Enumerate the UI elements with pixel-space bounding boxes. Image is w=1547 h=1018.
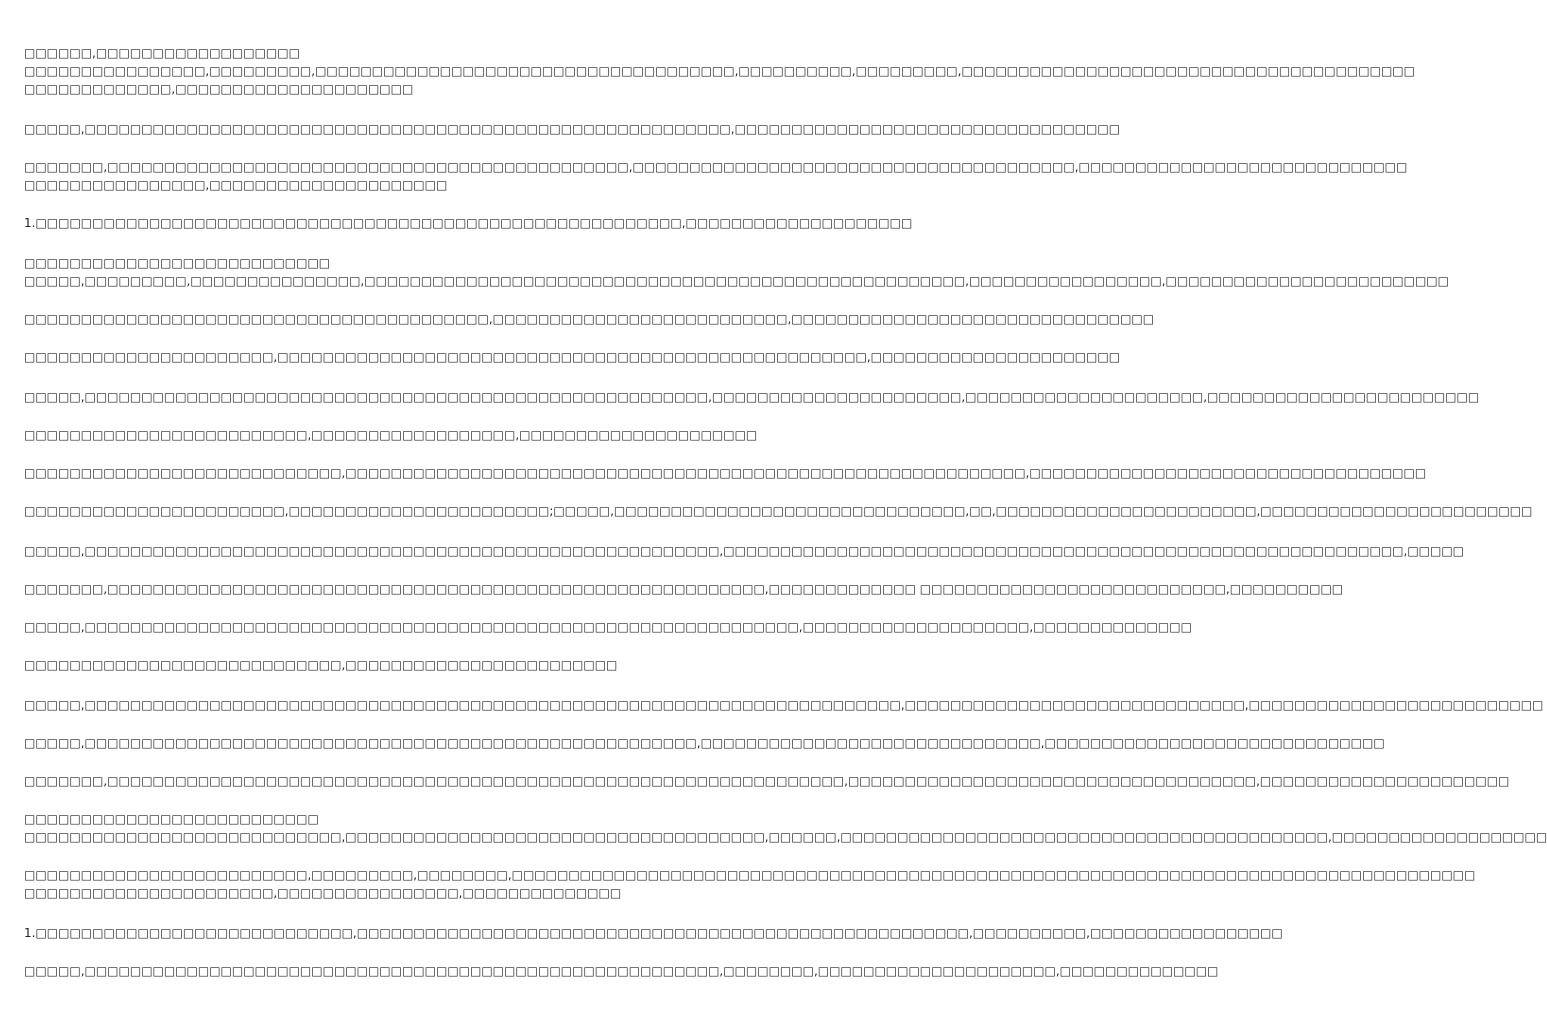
paragraph-12: [24, 542, 1465, 560]
text-line: □□□□□□□,□□□□□□□□□□□□□□□□□□□□□□□□□□□□□□□□□□□□□□□□□□□□□□□□□□□□□□□□□□,□□□□□□□□□□□□□ □□□□□□□□□□□□□□□□□□□□□□□□□□□,□□□□□□□□□□: [24, 582, 1344, 596]
paragraph-2: [24, 120, 1121, 138]
text-line: □□□□□□□□□□□□□□□□□□□□□□,□□□□□□□□□□□□□□□□,□□□□□□□□□□□□□□: [24, 886, 622, 900]
text-line: 1.□□□□□□□□□□□□□□□□□□□□□□□□□□□□,□□□□□□□□□□□□□□□□□□□□□□□□□□□□□□□□□□□□□□□□□□□□□□□□□□□□□□,□□□□□□□□□□,□□□□□□□□□□□□□□□□□: [24, 926, 1283, 940]
paragraph-11: [24, 502, 1533, 520]
paragraph-6: [24, 310, 1155, 328]
text-line: □□□□□,□□□□□□□□□□□□□□□□□□□□□□□□□□□□□□□□□□□□□□□□□□□□□□□□□□□□□□□□□,□□□□□□□□□□□□□□□□□□□□□□□□□□□□□□□□□□: [24, 122, 1121, 136]
text-line: □□□□□□□□□□□□□□□□□□□□□□□□□□□: [24, 256, 331, 270]
text-line: □□□□□□□,□□□□□□□□□□□□□□□□□□□□□□□□□□□□□□□□□□□□□□□□□□□□□□□□□□□□□□□□□□□□□□□□□,□□□□□□□□□□□□□□□□□□□□□□□□□□□□□□□□□□□□,□□□□□□□□□□□□□□□□□□□□□□: [24, 774, 1510, 788]
text-line: □□□□□□□□□□□□□□□□□□□□□□□□□,□□□□□□□□□,□□□□□□□□,□□□□□□□□□□□□□□□□□□□□□□□□□□□□□□□□□□□□□□□□□□□□□□□□□□□□□□□□□□□□□□□□□□□□□□□□□□□□□□□□□□□□□: [24, 868, 1476, 882]
text-line: □□□□□□□□□□□□□□□□□□□□□□□□□□□□,□□□□□□□□□□□□□□□□□□□□□□□□□□□□□□□□□□□□□□□□□□□□□□□□□□□□□□□□□□□□,□□□□□□□□□□□□□□□□□□□□□□□□□□□□□□□□□□□: [24, 466, 1427, 480]
paragraph-9: [24, 426, 758, 444]
text-line: □□□□□,□□□□□□□□□□□□□□□□□□□□□□□□□□□□□□□□□□□□□□□□□□□□□□□□□□□□□□□□□□□□□□□,□□□□□□□□□□□□□□□□□□□□,□□□□□□□□□□□□□□: [24, 620, 1192, 634]
paragraph-1: [24, 44, 1415, 98]
text-line: □□□□□,□□□□□□□□□□□□□□□□□□□□□□□□□□□□□□□□□□□□□□□□□□□□□□□□□□□□□□□□,□□□□□□□□□□□□□□□□□□□□□□□□□□□□□□□□□□□□□□□□□□□□□□□□□□□□□□□□□□□□,□□□□□: [24, 544, 1465, 558]
text-line: □□□□□□□□□□□□□□□□□□□□□□□□□□□□,□□□□□□□□□□□□□□□□□□□□□□□□□□□□□□□□□□□□□,□□□□□□,□□□□□□□□□□□□□□□□□□□□□□□□□□□□□□□□□□□□□□□□□□□,□□□□□□□□□□□□□□□□□□□: [24, 830, 1547, 844]
text-line: □□□□□,□□□□□□□□□□□□□□□□□□□□□□□□□□□□□□□□□□□□□□□□□□□□□□□□□□□□□□□□□□□□□□□□□□□□□□□□,□□□□□□□□□□□□□□□□□□□□□□□□□□□□□□,□□□□□□□□□□□□□□□□□□□□□□□□□□: [24, 698, 1544, 712]
paragraph-15: [24, 656, 720, 674]
text-line: □□□□□□□□□□□□□,□□□□□□□□□□□□□□□□□□□□□: [24, 82, 414, 96]
text-line: □□□□□,□□□□□□□□□□□□□□□□□□□□□□□□□□□□□□□□□□□□□□□□□□□□□□□□□□□□□□,□□□□□□□□□□□□□□□□□□□□□□□□□□□□□□,□□□□□□□□□□□□□□□□□□□□□□□□□□□□□□: [24, 736, 1385, 750]
paragraph-8: [24, 388, 1480, 406]
paragraph-5: [24, 254, 1449, 290]
text-line: 1.□□□□□□□□□□□□□□□□□□□□□□□□□□□□□□□□□□□□□□□□□□□□□□□□□□□□□□□□□,□□□□□□□□□□□□□□□□□□□□: [24, 216, 913, 230]
text-line: □□□□□,□□□□□□□□□,□□□□□□□□□□□□□□□,□□□□□□□□□□□□□□□□□□□□□□□□□□□□□□□□□□□□□□□□□□□□□□□□□□□□□,□□□□□□□□□□□□□□□□□,□□□□□□□□□□□□□□□□□□□□□□□□□: [24, 274, 1449, 288]
text-line: □□□□□□□□□□□□□□□□□□□□□□,□□□□□□□□□□□□□□□□□□□□□□□□□□□□□□□□□□□□□□□□□□□□□□□□□□□□,□□□□□□□□□□□□□□□□□□□□□□: [24, 350, 1121, 364]
text-line: □□□□□□□□□□□□□□□□,□□□□□□□□□,□□□□□□□□□□□□□□□□□□□□□□□□□□□□□□□□□□□□□,□□□□□□□□□□,□□□□□□□□□,□□□□□□□□□□□□□□□□□□□□□□□□□□□□□□□□□□□□□□□□: [24, 64, 1415, 78]
text-line: □□□□□□□□□□□□□□□□□□□□□□□,□□□□□□□□□□□□□□□□□□□□□□□;□□□□□,□□□□□□□□□□□□□□□□□□□□□□□□□□□□□□□,□□,□□□□□□□□□□□□□□□□□□□□□□□,□□□□□□□□□□□□□□□□□□□□□□□□: [24, 504, 1533, 518]
paragraph-7: [24, 348, 1121, 366]
text-line: □□□□□,□□□□□□□□□□□□□□□□□□□□□□□□□□□□□□□□□□□□□□□□□□□□□□□□□□□□□□□□,□□□□□□□□,□□□□□□□□□□□□□□□□□□□□□,□□□□□□□□□□□□□□: [24, 964, 1219, 978]
paragraph-22: [24, 962, 1219, 980]
text-line: □□□□□□□,□□□□□□□□□□□□□□□□□□□□□□□□□□□□□□□□□□□□□□□□□□□□□□,□□□□□□□□□□□□□□□□□□□□□□□□□□□□□□□□□□□□□□□,□□□□□□□□□□□□□□□□□□□□□□□□□□□□□: [24, 160, 1408, 174]
text-line: □□□□□□□□□□□□□□□□□□□□□□□□□□□□□□□□□□□□□□□□□,□□□□□□□□□□□□□□□□□□□□□□□□□□,□□□□□□□□□□□□□□□□□□□□□□□□□□□□□□□□: [24, 312, 1155, 326]
text-line: □□□□□□□□□□□□□□□□□□□□□□□□□□: [24, 812, 319, 826]
text-line: □□□□□□□□□□□□□□□□□□□□□□□□□□□□,□□□□□□□□□□□□□□□□□□□□□□□□: [24, 658, 618, 672]
paragraph-4: [24, 214, 913, 232]
paragraph-19: [24, 810, 1547, 846]
paragraph-16: [24, 696, 1544, 714]
paragraph-17: [24, 734, 1385, 752]
paragraph-13: [24, 580, 1344, 598]
text-line: □□□□□□□□□□□□□□□□□□□□□□□□□,□□□□□□□□□□□□□□□□□□,□□□□□□□□□□□□□□□□□□□□□: [24, 428, 758, 442]
paragraph-20: [24, 866, 1476, 902]
text-line: □□□□□□□□□□□□□□□□,□□□□□□□□□□□□□□□□□□□□□: [24, 178, 448, 192]
paragraph-14: [24, 618, 1192, 636]
text-line: □□□□□□,□□□□□□□□□□□□□□□□□□: [24, 46, 300, 60]
paragraph-3: [24, 158, 1408, 194]
paragraph-21: [24, 924, 1283, 942]
text-line: □□□□□,□□□□□□□□□□□□□□□□□□□□□□□□□□□□□□□□□□□□□□□□□□□□□□□□□□□□□□□,□□□□□□□□□□□□□□□□□□□□□□,□□□□□□□□□□□□□□□□□□□□□,□□□□□□□□□□□□□□□□□□□□□□□□: [24, 390, 1480, 404]
paragraph-18: [24, 772, 1510, 790]
paragraph-10: [24, 464, 1427, 482]
